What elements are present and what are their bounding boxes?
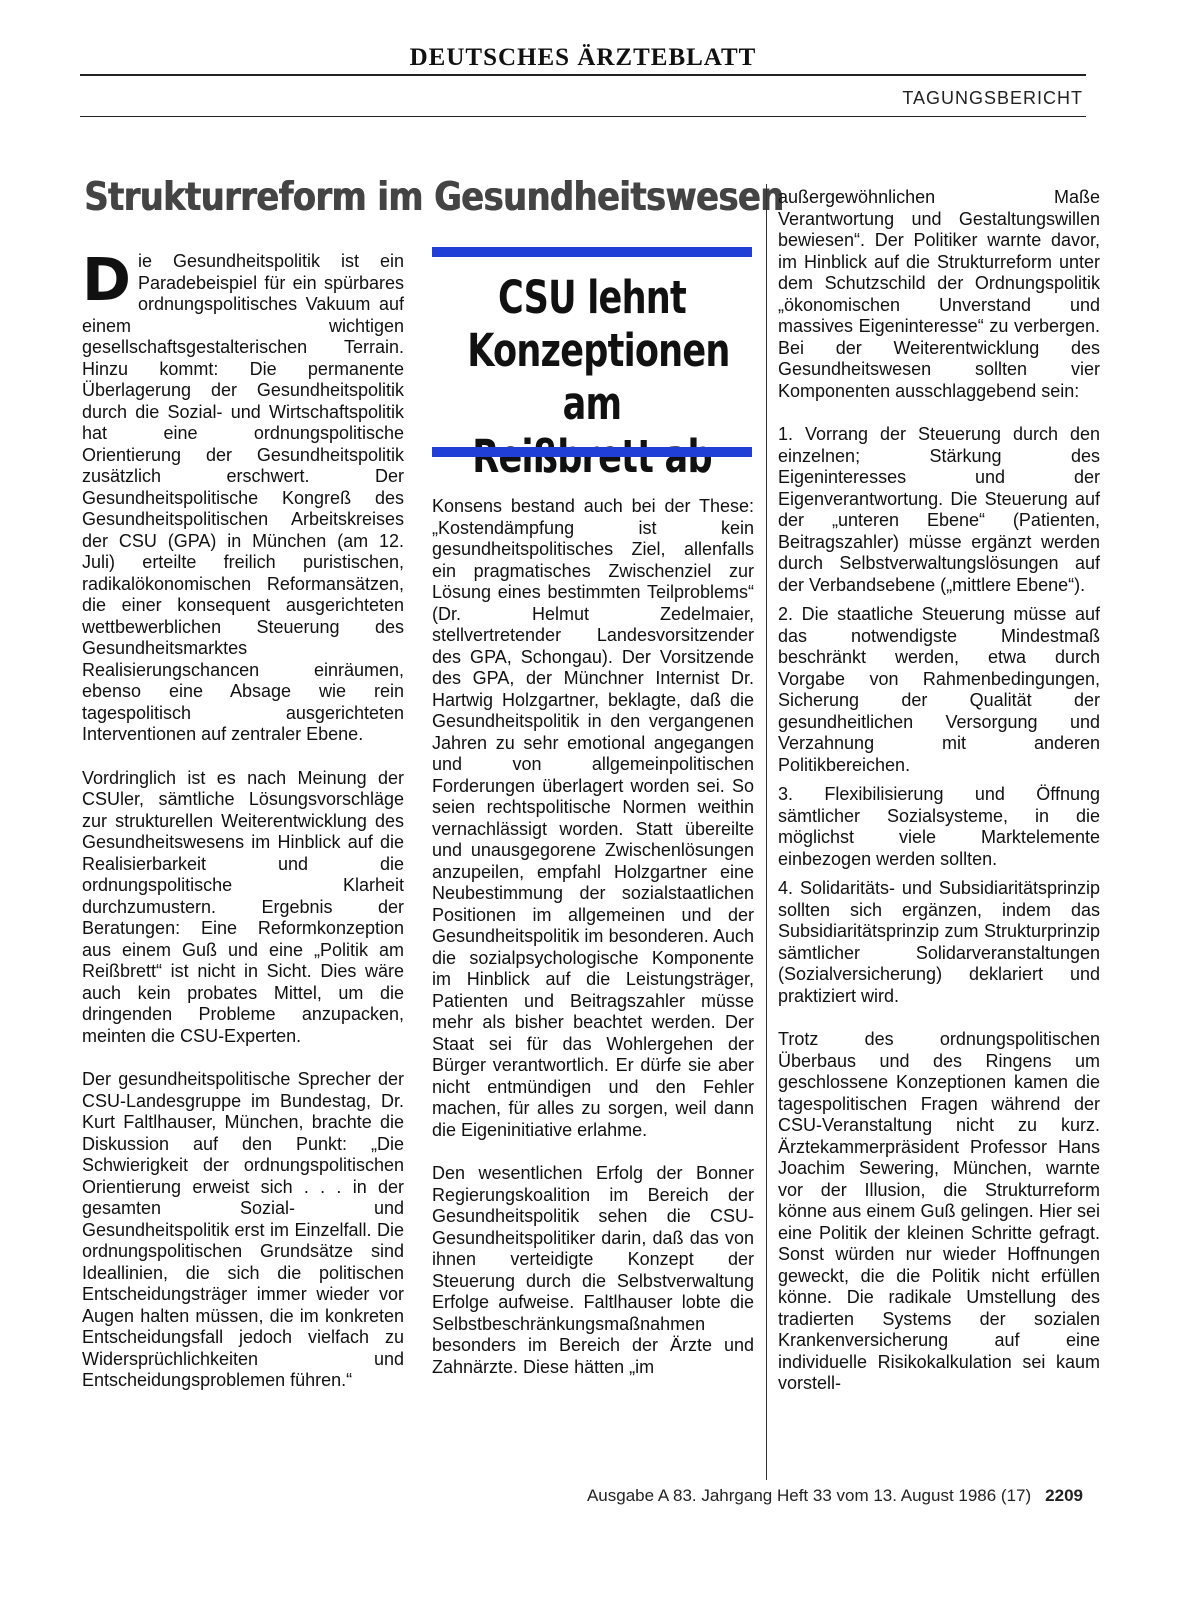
column-2	[432, 496, 754, 1400]
masthead: DEUTSCHES ÄRZTEBLATT	[409, 44, 757, 71]
paragraph	[82, 245, 404, 746]
list-item: 1. Vorrang der Steuerung durch den einzelnen; Stärkung des Eigeninteresses und der Eigenverantwortung. Die Steuerung auf der „unteren Ebene“ (Patienten, Beitragszahler) müsse ergänzt werden durch Selbstverwaltungslösungen auf der Verbandsebene („mittlere Ebene“).	[778, 424, 1100, 595]
masthead-rule	[80, 74, 1086, 76]
edition-info: Ausgabe A 83. Jahrgang Heft 33 vom 13. August 1986 (17)	[586, 1486, 1032, 1505]
accent-bar-top	[432, 247, 752, 257]
dropcap: D	[82, 245, 131, 314]
page-number: 2209	[1045, 1486, 1083, 1505]
subheadline-line: CSU lehnt	[497, 271, 686, 324]
column-1	[82, 245, 404, 1414]
footer	[587, 1486, 1083, 1506]
subheadline-box	[432, 247, 752, 465]
column-3	[778, 187, 1100, 1403]
paragraph: Konsens bestand auch bei der These: „Kostendämpfung ist kein gesundheitspolitisches Ziel, allenfalls ein pragmatisches Zwischenziel zur Lösung eines bestimmten Teilproblems“ (Dr. Helmut Zedelmaier, stellvertretender Landesvorsitzender des GPA, Schongau). Der Vorsitzende des GPA, der Münchner Internist Dr. Hartwig Holzgartner, beklagte, daß die Gesundheitspolitik in den vergangenen Jahren zu sehr emotional angegangen und von allgemeinpolitischen Forderungen überlagert worden sei. So seien rechtspolitische Normen weithin vernachlässigt worden. Statt übereilte und unausgegorene Zwischenlösungen anzupeilen, empfahl Holzgartner eine Neubestimmung der sozialstaatlichen Positionen im allgemeinen und der Gesundheitspolitik im besonderen. Auch die sozialpsychologische Komponente im Hinblick auf die Leistungsträger, Patienten und Beitragszahler müsse mehr als bisher beachtet werden. Der Staat sei für das Wohlergehen der Bürger verantwortlich. Er dürfe sie aber nicht entmündigen und den Fehler machen, für alles zu sorgen, weil dann die Eigeninitiative erlahme.	[432, 496, 754, 1140]
subheadline-line: Konzeptionen	[467, 324, 730, 377]
list-item: 4. Solidaritäts- und Subsidiaritätsprinzip sollten sich ergänzen, indem das Subsidiaritätsprinzip zum Strukturprinzip sämtlicher Solidarveranstaltungen (Sozialversicherung) deklariert und praktiziert wird.	[778, 878, 1100, 1006]
column-divider	[766, 184, 767, 1480]
paragraph: außergewöhnlichen Maße Verantwortung und Gestaltungswillen bewiesen“. Der Politiker warnte davor, im Hinblick auf die Strukturreform unter dem Schutzschild der Ordnungspolitik „ökonomischen Unverstand und massives Eigeninteresse“ zu verbergen. Bei der Weiterentwicklung des Gesundheitswesen sollten vier Komponenten ausschlaggebend sein:	[778, 187, 1100, 401]
paragraph: Trotz des ordnungspolitischen Überbaus und des Ringens um geschlossene Konzeptionen kamen die tagespolitischen Fragen während der CSU-Veranstaltung nicht zu kurz. Ärztekammerpräsident Professor Hans Joachim Sewering, München, warnte vor der Illusion, die Strukturreform könne aus einem Guß gelingen. Hier sei eine Politik der kleinen Schritte gefragt. Sonst würden nur wieder Hoffnungen geweckt, die die Politik nicht erfüllen könne. Die radikale Umstellung des tradierten Systems der sozialen Krankenversicherung auf eine individuelle Risikokalkulation sei kaum vorstell-	[778, 1029, 1100, 1393]
paragraph: Den wesentlichen Erfolg der Bonner Regierungskoalition im Bereich der Gesundheitspolitik sehen die CSU-Gesundheitspolitiker darin, daß das von ihnen verteidigte Konzept der Steuerung durch die Selbstverwaltung Erfolge aufweise. Faltlhauser lobte die Selbstbeschränkungsmaßnahmen besonders im Bereich der Ärzte und Zahnärzte. Diese hätten „im	[432, 1163, 754, 1377]
section-label: TAGUNGSBERICHT	[902, 88, 1083, 108]
paragraph-text: ie Gesundheitspolitik ist ein Paradebeispiel für ein spürbares ordnungspolitisches Vakuum auf einem wichtigen gesellschaftsgestalterischen Terrain. Hinzu kommt: Die permanente Überlagerung der Gesundheitspolitik durch die Sozial- und Wirtschaftspolitik hat eine ordnungspolitische Orientierung der Gesundheitspolitik zusätzlich erschwert. Der Gesundheitspolitische Kongreß des Gesundheitspolitischen Arbeitskreises der CSU (GPA) in München (am 12. Juli) erteilte freilich puristischen, radikalökonomischen Reformansätzen, die einer konsequent ausgerichteten wettbewerblichen Steuerung des Gesundheitsmarktes Realisierungschancen einräumen, ebenso eine Absage wie rein tagespolitisch ausgerichteten Interventionen auf zentraler Ebene.	[82, 251, 404, 744]
paragraph: Vordringlich ist es nach Meinung der CSUler, sämtliche Lösungsvorschläge zur strukturellen Weiterentwicklung des Gesundheitswesens im Hinblick auf die Realisierbarkeit und die ordnungspolitische Klarheit durchzumustern. Ergebnis der Beratungen: Eine Reformkonzeption aus einem Guß und eine „Politik am Reißbrett“ ist nicht in Sicht. Dies wäre auch kein probates Mittel, um die dringenden Probleme anzupacken, meinten die CSU-Experten.	[82, 767, 404, 1046]
section-rule	[80, 116, 1086, 117]
list-item: 2. Die staatliche Steuerung müsse auf das notwendigste Mindestmaß beschränkt werden, etwa durch Vorgabe von Rahmenbedingungen, Sicherung der Qualität der gesundheitlichen Versorgung und Verzahnung mit anderen Politikbereichen.	[778, 604, 1100, 775]
list-item: 3. Flexibilisierung und Öffnung sämtlicher Sozialsysteme, in die möglichst viele Marktelemente einbezogen werden sollten.	[778, 784, 1100, 869]
paragraph: Der gesundheitspolitische Sprecher der CSU-Landesgruppe im Bundestag, Dr. Kurt Faltlhauser, München, brachte die Diskussion auf den Punkt: „Die Schwierigkeit der ordnungspolitischen Orientierung erweist sich . . . in der gesamten Sozial- und Gesundheitspolitik erst im Einzelfall. Die ordnungspolitischen Grundsätze sind Ideallinien, die sich die politischen Entscheidungsträger immer wieder vor Augen halten müssen, die im konkreten Entscheidungsfall jedoch vielfach zu Widersprüchlichkeiten und Entscheidungsproblemen führen.“	[82, 1069, 404, 1390]
subheadline-line: am	[562, 377, 622, 430]
accent-bar-bottom	[432, 447, 752, 457]
headline: Strukturreform im Gesundheitswesen	[84, 175, 784, 220]
